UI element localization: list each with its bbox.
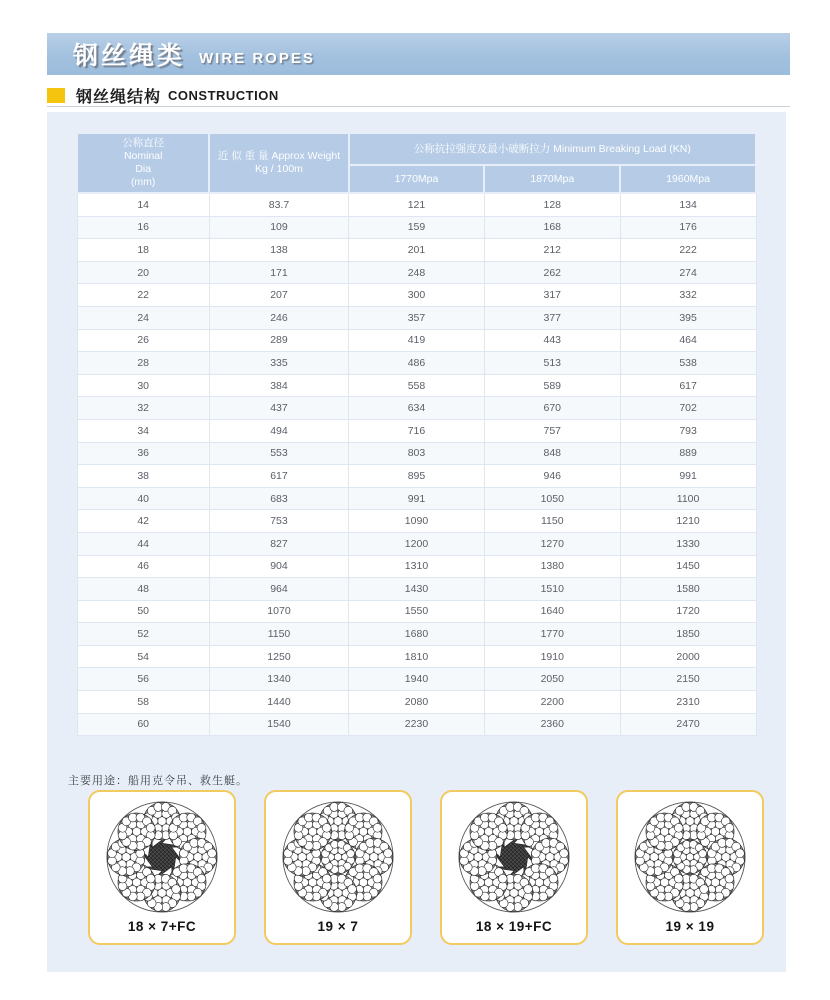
table-row <box>77 578 756 601</box>
col-header-breaking-load: 公称抗拉强度及最小破断拉力 Minimum Breaking Load (KN) <box>349 133 756 165</box>
cell-value: 2310 <box>620 691 756 714</box>
table-row <box>77 261 756 284</box>
cell-value: 702 <box>620 397 756 420</box>
cell-diameter: 22 <box>77 284 209 307</box>
cell-value: 171 <box>209 261 348 284</box>
cell-diameter: 56 <box>77 668 209 691</box>
cell-value: 670 <box>484 397 620 420</box>
col-header-grade-1770: 1770Mpa <box>349 165 485 193</box>
col-header-grade-1960: 1960Mpa <box>620 165 756 193</box>
cell-value: 246 <box>209 306 348 329</box>
cell-diameter: 14 <box>77 193 209 216</box>
cell-value: 1850 <box>620 623 756 646</box>
cell-value: 176 <box>620 216 756 239</box>
cell-value: 395 <box>620 306 756 329</box>
construction-card <box>440 790 588 945</box>
cell-value: 991 <box>349 487 485 510</box>
table-row <box>77 284 756 307</box>
table-row <box>77 487 756 510</box>
cell-value: 1150 <box>484 510 620 533</box>
table-row <box>77 555 756 578</box>
cell-value: 1100 <box>620 487 756 510</box>
cell-value: 1680 <box>349 623 485 646</box>
cell-value: 2230 <box>349 713 485 736</box>
cell-value: 1340 <box>209 668 348 691</box>
yellow-square-icon <box>47 88 65 103</box>
cell-value: 2150 <box>620 668 756 691</box>
construction-label: 18 × 19+FC <box>475 919 553 934</box>
table-row <box>77 442 756 465</box>
table-row <box>77 419 756 442</box>
cell-value: 1310 <box>349 555 485 578</box>
cell-value: 464 <box>620 329 756 352</box>
cell-value: 109 <box>209 216 348 239</box>
cell-value: 1810 <box>349 645 485 668</box>
cell-diameter: 26 <box>77 329 209 352</box>
cell-value: 1550 <box>349 600 485 623</box>
construction-label: 19 × 7 <box>317 919 359 934</box>
header-line: Kg / 100m <box>255 163 303 175</box>
cell-value: 317 <box>484 284 620 307</box>
construction-cards <box>47 790 786 945</box>
cell-value: 300 <box>349 284 485 307</box>
cell-value: 419 <box>349 329 485 352</box>
cell-diameter: 36 <box>77 442 209 465</box>
header-line: 公称直径 <box>122 137 165 149</box>
cell-value: 589 <box>484 374 620 397</box>
cell-value: 332 <box>620 284 756 307</box>
cell-value: 83.7 <box>209 193 348 216</box>
table-row <box>77 374 756 397</box>
cell-value: 1440 <box>209 691 348 714</box>
section-title-en: CONSTRUCTION <box>168 88 279 103</box>
cell-diameter: 40 <box>77 487 209 510</box>
cell-value: 384 <box>209 374 348 397</box>
section-title-zh: 钢丝绳结构 <box>76 89 162 106</box>
cell-value: 134 <box>620 193 756 216</box>
cell-value: 201 <box>349 239 485 262</box>
cell-value: 1580 <box>620 578 756 601</box>
cell-value: 168 <box>484 216 620 239</box>
rope-cross-section-diagram <box>103 796 221 918</box>
content-panel <box>47 112 786 972</box>
cell-value: 757 <box>484 419 620 442</box>
cell-value: 793 <box>620 419 756 442</box>
cell-value: 946 <box>484 465 620 488</box>
cell-value: 1330 <box>620 532 756 555</box>
cell-value: 617 <box>620 374 756 397</box>
cell-diameter: 60 <box>77 713 209 736</box>
cell-value: 486 <box>349 352 485 375</box>
table-row <box>77 239 756 262</box>
cell-value: 904 <box>209 555 348 578</box>
col-header-approx-weight <box>209 133 348 193</box>
cell-value: 2080 <box>349 691 485 714</box>
cell-diameter: 32 <box>77 397 209 420</box>
table-row <box>77 668 756 691</box>
cell-value: 2050 <box>484 668 620 691</box>
cell-value: 2360 <box>484 713 620 736</box>
cell-diameter: 28 <box>77 352 209 375</box>
cell-value: 1250 <box>209 645 348 668</box>
cell-diameter: 24 <box>77 306 209 329</box>
header-line: Nominal <box>123 150 163 162</box>
cell-value: 964 <box>209 578 348 601</box>
cell-value: 716 <box>349 419 485 442</box>
cell-value: 207 <box>209 284 348 307</box>
rope-cross-section-diagram <box>455 796 573 918</box>
table-row <box>77 713 756 736</box>
cell-diameter: 16 <box>77 216 209 239</box>
cell-value: 1640 <box>484 600 620 623</box>
table-row <box>77 216 756 239</box>
table-row <box>77 397 756 420</box>
table-row <box>77 645 756 668</box>
usage-note: 主要用途：船用克令吊、救生艇。 <box>68 775 248 787</box>
cell-diameter: 58 <box>77 691 209 714</box>
construction-card <box>616 790 764 945</box>
rope-cross-section-diagram <box>631 796 749 918</box>
cell-value: 274 <box>620 261 756 284</box>
cell-value: 357 <box>349 306 485 329</box>
table-row <box>77 600 756 623</box>
cell-diameter: 50 <box>77 600 209 623</box>
cell-value: 1940 <box>349 668 485 691</box>
cell-diameter: 18 <box>77 239 209 262</box>
cell-diameter: 20 <box>77 261 209 284</box>
cell-value: 513 <box>484 352 620 375</box>
cell-diameter: 46 <box>77 555 209 578</box>
cell-diameter: 52 <box>77 623 209 646</box>
cell-value: 1090 <box>349 510 485 533</box>
cell-value: 753 <box>209 510 348 533</box>
cell-diameter: 54 <box>77 645 209 668</box>
cell-value: 1720 <box>620 600 756 623</box>
cell-value: 1910 <box>484 645 620 668</box>
cell-diameter: 30 <box>77 374 209 397</box>
cell-value: 1210 <box>620 510 756 533</box>
banner-title-en: WIRE ROPES <box>199 49 315 67</box>
construction-card <box>264 790 412 945</box>
header-line: Dia <box>135 163 152 175</box>
construction-label: 18 × 7+FC <box>127 919 197 934</box>
cell-value: 991 <box>620 465 756 488</box>
cell-value: 683 <box>209 487 348 510</box>
cell-value: 121 <box>349 193 485 216</box>
cell-value: 1450 <box>620 555 756 578</box>
table-row <box>77 532 756 555</box>
cell-value: 1150 <box>209 623 348 646</box>
table-row <box>77 329 756 352</box>
cell-diameter: 42 <box>77 510 209 533</box>
cell-diameter: 34 <box>77 419 209 442</box>
cell-value: 803 <box>349 442 485 465</box>
cell-value: 138 <box>209 239 348 262</box>
cell-value: 437 <box>209 397 348 420</box>
table-row <box>77 193 756 216</box>
cell-value: 1510 <box>484 578 620 601</box>
col-header-grade-1870: 1870Mpa <box>484 165 620 193</box>
cell-value: 212 <box>484 239 620 262</box>
table-row <box>77 465 756 488</box>
cell-value: 2200 <box>484 691 620 714</box>
header-line: 近 似 重 量 Approx Weight <box>217 150 341 162</box>
cell-value: 634 <box>349 397 485 420</box>
col-header-nominal-dia <box>77 133 209 193</box>
cell-value: 1270 <box>484 532 620 555</box>
cell-value: 2470 <box>620 713 756 736</box>
cell-value: 617 <box>209 465 348 488</box>
cell-value: 1070 <box>209 600 348 623</box>
banner-title-zh: 钢丝绳类 <box>73 42 186 70</box>
construction-card <box>88 790 236 945</box>
header-line: (mm) <box>130 176 156 188</box>
cell-value: 159 <box>349 216 485 239</box>
cell-value: 1050 <box>484 487 620 510</box>
cell-diameter: 48 <box>77 578 209 601</box>
cell-value: 1200 <box>349 532 485 555</box>
divider-line <box>47 106 790 107</box>
cell-value: 377 <box>484 306 620 329</box>
table-row <box>77 510 756 533</box>
cell-diameter: 44 <box>77 532 209 555</box>
cell-value: 1770 <box>484 623 620 646</box>
section-heading <box>47 84 279 107</box>
construction-label: 19 × 19 <box>665 919 715 934</box>
cell-value: 494 <box>209 419 348 442</box>
table-row <box>77 352 756 375</box>
cell-diameter: 38 <box>77 465 209 488</box>
cell-value: 827 <box>209 532 348 555</box>
cell-value: 222 <box>620 239 756 262</box>
cell-value: 128 <box>484 193 620 216</box>
cell-value: 1430 <box>349 578 485 601</box>
cell-value: 558 <box>349 374 485 397</box>
cell-value: 848 <box>484 442 620 465</box>
cell-value: 1380 <box>484 555 620 578</box>
cell-value: 335 <box>209 352 348 375</box>
cell-value: 2000 <box>620 645 756 668</box>
cell-value: 538 <box>620 352 756 375</box>
table-row <box>77 623 756 646</box>
page-banner <box>47 33 790 75</box>
cell-value: 248 <box>349 261 485 284</box>
cell-value: 262 <box>484 261 620 284</box>
cell-value: 889 <box>620 442 756 465</box>
spec-table <box>76 132 757 736</box>
table-row <box>77 306 756 329</box>
cell-value: 289 <box>209 329 348 352</box>
spec-table-body <box>77 193 756 736</box>
table-row <box>77 691 756 714</box>
cell-value: 895 <box>349 465 485 488</box>
cell-value: 443 <box>484 329 620 352</box>
cell-value: 1540 <box>209 713 348 736</box>
cell-value: 553 <box>209 442 348 465</box>
rope-cross-section-diagram <box>279 796 397 918</box>
